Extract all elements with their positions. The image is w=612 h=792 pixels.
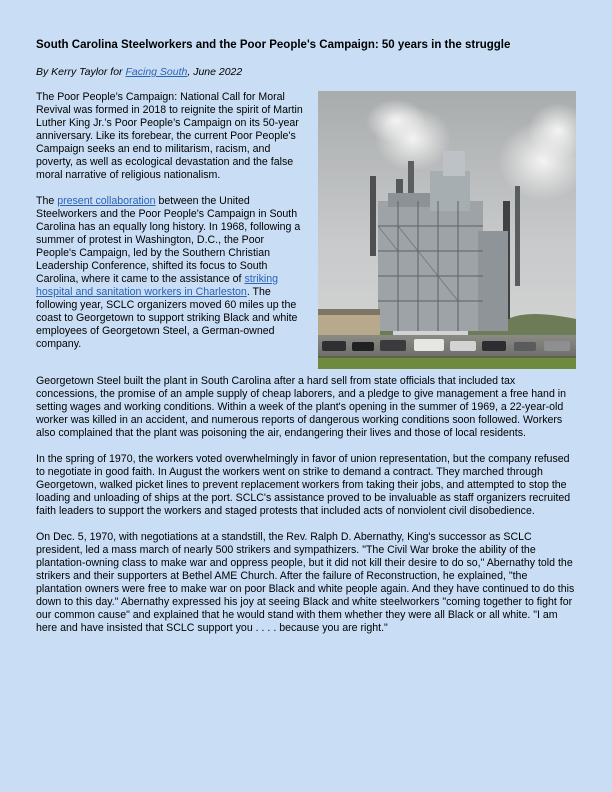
paragraph-5: On Dec. 5, 1970, with negotiations at a standstill, the Rev. Ralph D. Abernathy, King's successor as SCLC president, led a mass march of nearly 500 strikers and sympathizers. "The Civil War broke the ability of the plantation-owning class to make war and oppress people, but it did not kill their desire to do so," Abernathy told the strikers and their supporters at Bethel AME Church. After the failure of Reconstruction, he explained, "the plantation owners were free to make war on poor Black and white people again. And they have continued to do this down to this day." Abernathy expressed his joy at seeing Black and white steelworkers "coming together to fight for our common cause" and explained that he would stand with them whether they were all Black or all white. "I am here and have insisted that SCLC support you . . . . because you are right." <box>36 531 575 634</box>
source-link[interactable]: Facing South <box>125 66 188 78</box>
byline-prefix: By Kerry Taylor for <box>36 66 126 78</box>
charleston-strike-link[interactable]: striking hospital and sanitation workers in Charleston <box>36 273 279 298</box>
p2-text-a: The <box>36 195 58 207</box>
present-collaboration-link[interactable]: present collaboration <box>57 195 156 207</box>
paragraph-1: The Poor People’s Campaign: National Call for Moral Revival was formed in 2018 to reignite the spirit of Martin Luther King Jr.’s Poor People’s Campaign on its 50-year anniversary. Like its forebear, the current Poor People's Campaign seeks an end to militarism, racism, and poverty, as well as ecological devastation and the false moral narrative of religious nationalism. <box>36 91 303 181</box>
paragraph-3: Georgetown Steel built the plant in South Carolina after a hard sell from state officials that included tax concessions, the promise of an ample supply of cheap laborers, and a pledge to give management a free hand in setting wages and working conditions. Within a week of the plant's opening in the summer of 1969, a 22-year-old worker was killed in an accident, and numerous reports of dangerous working conditions soon followed. Workers also complained that the plant was poisoning the air, endangering their lives and those of local residents. <box>36 375 567 439</box>
p2-text-c: . The following year, SCLC organizers moved 60 miles up the coast to Georgetown to support striking Black and white employees of Georgetown Steel, a German-owned company. <box>36 286 298 350</box>
article-title: South Carolina Steelworkers and the Poor People's Campaign: 50 years in the struggle <box>36 39 511 51</box>
paragraph-4: In the spring of 1970, the workers voted overwhelmingly in favor of union representation, but the company refused to negotiate in good faith. In August the workers went on strike to demand a contract. They marched through Georgetown, walked picket lines to prevent replacement workers from taking their jobs, and attempted to stop the loading and unloading of ships at the port. SCLC's assistance proved to be invaluable as staff organizers recruited faith leaders to support the workers and staged protests that included acts of nonviolent civil disobedience. <box>36 453 571 517</box>
p2-text-b: between the United Steelworkers and the Poor People's Campaign in South Carolina has an equally long history. In 1968, following a summer of protest in Washington, D.C., the Poor People's Campaign, led by the Southern Christian Leadership Conference, shifted its focus to South Carolina, where it came to the assistance of <box>36 195 301 285</box>
byline-suffix: , June 2022 <box>187 66 243 78</box>
article-byline <box>36 66 576 79</box>
steel-mill-photo <box>318 91 576 369</box>
